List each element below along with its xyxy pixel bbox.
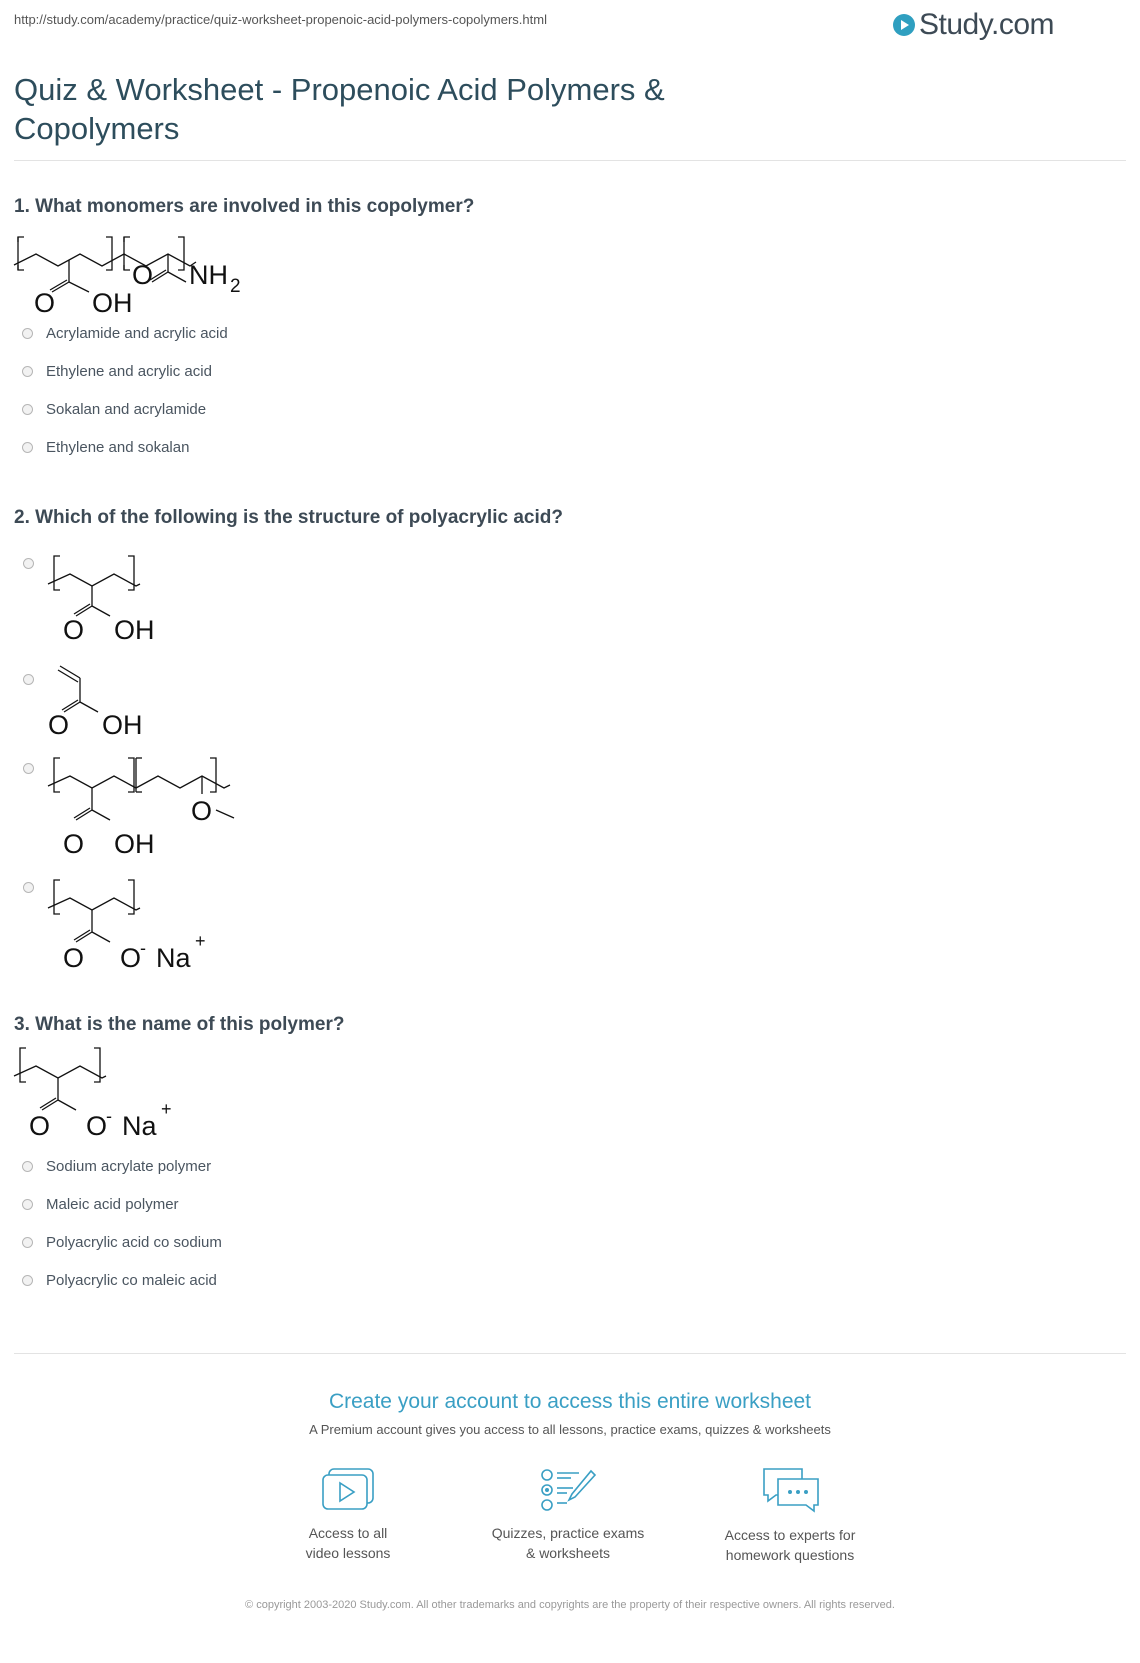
q2-option-2-structure (48, 666, 168, 741)
q2-option-2-radio[interactable] (23, 674, 34, 685)
radio-button[interactable] (22, 1161, 33, 1172)
feature-label-line: Access to experts for (724, 1527, 856, 1543)
q3-oxygen-1: O (29, 1111, 51, 1141)
chat-bubbles-icon (758, 1467, 822, 1515)
q2-option-1-radio[interactable] (23, 558, 34, 569)
quiz-list-icon (539, 1467, 597, 1513)
title-divider (14, 160, 1126, 161)
q2o2-hydroxyl: OH (102, 710, 143, 740)
q1-oxygen-2: O (132, 260, 154, 290)
q2o4-plus: + (195, 931, 206, 951)
feature-label-line: video lessons (305, 1545, 391, 1561)
q1-hydroxyl: OH (92, 288, 133, 318)
q2o4-minus: - (140, 938, 146, 958)
option-label: Polyacrylic co maleic acid (46, 1272, 217, 1289)
question-3-structure (14, 1042, 194, 1142)
feature-label-line: homework questions (725, 1547, 855, 1563)
q3-option-2[interactable] (22, 1196, 179, 1213)
question-1: 1. What monomers are involved in this copolymer? (14, 196, 475, 217)
q1-option-4[interactable] (22, 439, 189, 456)
q2o4-oxygen-1: O (63, 943, 85, 973)
cta-divider (14, 1353, 1126, 1354)
q1-oxygen-1: O (34, 288, 56, 318)
q3-option-3[interactable] (22, 1234, 222, 1251)
feature-video-lessons (248, 1467, 448, 1563)
q1-subscript-2: 2 (230, 276, 241, 297)
question-1-structure (14, 222, 264, 322)
q1-option-2[interactable] (22, 363, 212, 380)
feature-label-line: Quizzes, practice exams (491, 1525, 645, 1541)
q2o2-oxygen: O (48, 710, 70, 740)
q2o4-oxygen-2: O (120, 943, 142, 973)
radio-button[interactable] (22, 442, 33, 453)
q3-option-1[interactable] (22, 1158, 211, 1175)
create-account-link[interactable]: Create your account to access this entire worksheet (328, 1390, 812, 1413)
q2o3-oxygen-2: O (191, 796, 213, 826)
q1-amine: NH (189, 260, 228, 290)
q3-option-4[interactable] (22, 1272, 217, 1289)
option-label: Sokalan and acrylamide (46, 401, 207, 418)
feature-quizzes (468, 1467, 668, 1563)
q3-sodium: Na (122, 1111, 157, 1141)
q2o3-hydroxyl: OH (114, 829, 155, 859)
radio-button[interactable] (22, 366, 33, 377)
option-label: Acrylamide and acrylic acid (46, 325, 228, 342)
option-label: Ethylene and acrylic acid (46, 363, 212, 380)
feature-experts (690, 1467, 890, 1565)
radio-button[interactable] (22, 1199, 33, 1210)
premium-description: A Premium account gives you access to all lessons, practice exams, quizzes & worksheets (309, 1422, 831, 1437)
question-3: 3. What is the name of this polymer? (14, 1014, 345, 1035)
q1-option-3[interactable] (22, 401, 206, 418)
q2o1-oxygen: O (63, 615, 85, 645)
radio-button[interactable] (22, 404, 33, 415)
radio-button[interactable] (22, 1237, 33, 1248)
q3-oxygen-2: O (86, 1111, 108, 1141)
radio-button[interactable] (22, 328, 33, 339)
video-lesson-icon (321, 1467, 375, 1513)
q1-option-1[interactable] (22, 325, 228, 342)
q2-option-4-structure (48, 874, 228, 974)
q3-plus: + (161, 1099, 172, 1119)
option-label: Sodium acrylate polymer (46, 1158, 212, 1175)
q2o4-sodium: Na (156, 943, 191, 973)
page-url: http://study.com/academy/practice/quiz-worksheet-propenoic-acid-polymers-copolymers.html (14, 12, 547, 27)
q2-option-4-radio[interactable] (23, 882, 34, 893)
option-label: Polyacrylic acid co sodium (46, 1234, 222, 1251)
q2o3-oxygen-1: O (63, 829, 85, 859)
page-title: Quiz & Worksheet - Propenoic Acid Polymers & Copolymers (14, 72, 665, 146)
feature-label-line: & worksheets (525, 1545, 611, 1561)
copyright-footer: © copyright 2003-2020 Study.com. All other trademarks and copyrights are the property of their respective owners. All rights reserved. (245, 1599, 895, 1611)
study-logo[interactable] (893, 8, 1054, 42)
radio-button[interactable] (22, 1275, 33, 1286)
option-label: Maleic acid polymer (46, 1196, 179, 1213)
option-label: Ethylene and sokalan (46, 439, 190, 456)
q2o1-hydroxyl: OH (114, 615, 155, 645)
q2-option-3-structure (48, 752, 248, 862)
feature-label-line: Access to all (308, 1525, 388, 1541)
logo-text: Study.com (919, 8, 1054, 41)
q3-minus: - (106, 1106, 112, 1126)
play-logo-icon (893, 14, 915, 36)
q2-option-1-structure (48, 550, 188, 645)
q2-option-3-radio[interactable] (23, 763, 34, 774)
question-2: 2. Which of the following is the structure of polyacrylic acid? (14, 507, 563, 528)
